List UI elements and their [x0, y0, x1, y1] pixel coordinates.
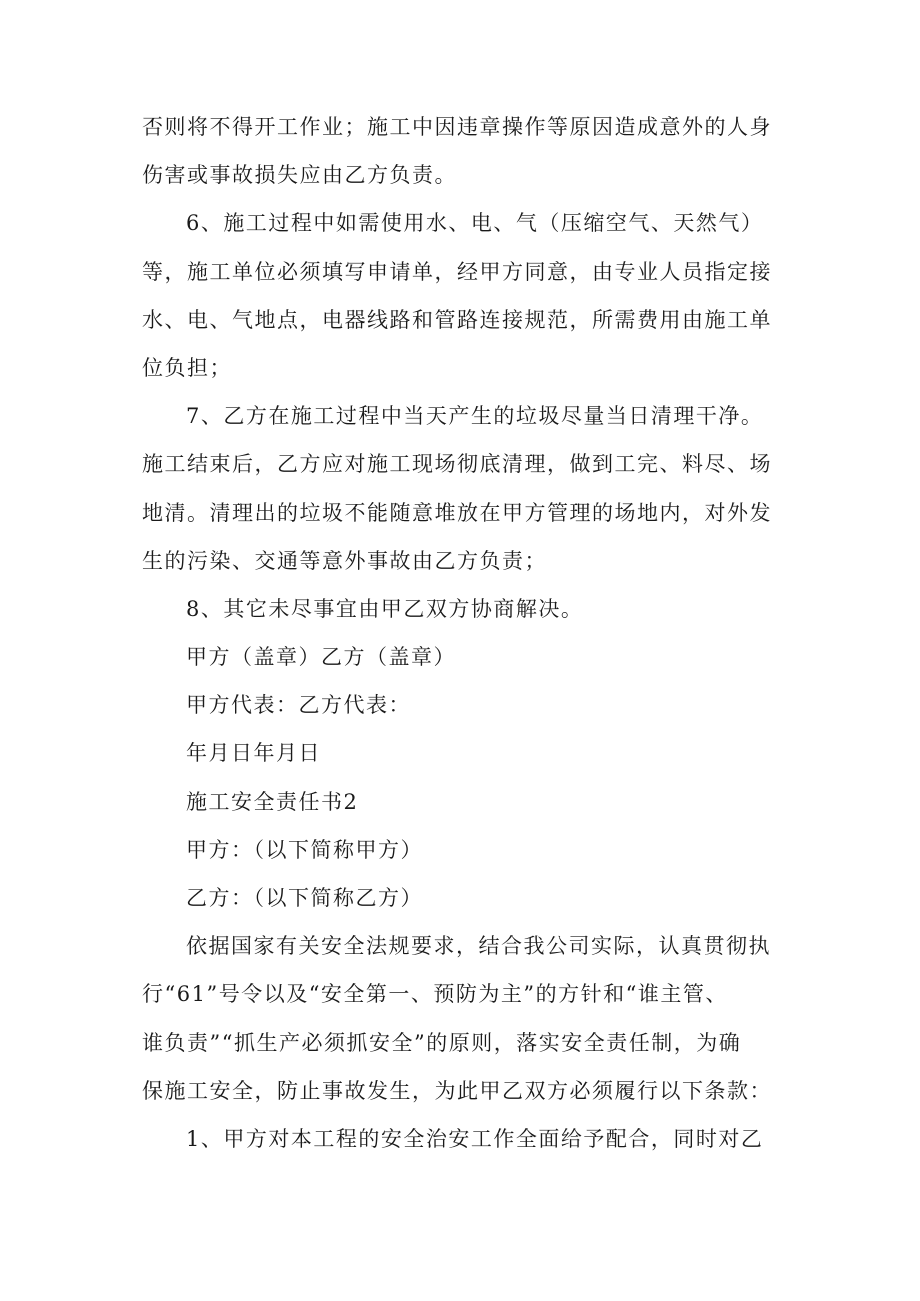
- text-line: 1、甲方对本工程的安全治安工作全面给予配合，同时对乙: [186, 1126, 764, 1151]
- document-body: [142, 103, 802, 1163]
- text-line: 年月日年月日: [186, 741, 321, 766]
- text-line: 甲方代表：乙方代表：: [186, 693, 411, 718]
- text-line: 甲方：（以下简称甲方）: [186, 837, 423, 862]
- text-line: 甲方（盖章）乙方（盖章）: [186, 645, 456, 670]
- text-line: 乙方：（以下简称乙方）: [186, 886, 423, 910]
- text-line: 生的污染、交通等意外事故由乙方负责；: [142, 548, 547, 573]
- text-line: 等，施工单位必须填写申请单，经甲方同意，由专业人员指定接: [142, 259, 772, 284]
- text-line: 谁负责”“抓生产必须抓安全”的原则，落实安全责任制，为确: [142, 1030, 742, 1055]
- text-line: 否则将不得开工作业；施工中因违章操作等原因造成意外的人身: [142, 115, 772, 139]
- text-line: 保施工安全，防止事故发生，为此甲乙双方必须履行以下条款：: [142, 1078, 772, 1103]
- text-line: 依据国家有关安全法规要求，结合我公司实际，认真贯彻执: [186, 934, 771, 959]
- text-line: 位负担；: [142, 355, 232, 380]
- text-line: 地清。清理出的垃圾不能随意堆放在甲方管理的场地内，对外发: [142, 500, 772, 525]
- text-line: 7、乙方在施工过程中当天产生的垃圾尽量当日清理干净。: [186, 404, 764, 429]
- section-title: 施工安全责任书2: [186, 789, 359, 814]
- text-line: 伤害或事故损失应由乙方负责。: [142, 163, 457, 188]
- text-line: 行“61”号令以及“安全第一、预防为主”的方针和“谁主管、: [142, 982, 728, 1007]
- text-line: 6、施工过程中如需使用水、电、气（压缩空气、天然气）: [186, 211, 764, 236]
- text-line: 8、其它未尽事宜由甲乙双方协商解决。: [186, 596, 584, 621]
- text-line: 施工结束后，乙方应对施工现场彻底清理，做到工完、料尽、场: [142, 452, 772, 477]
- text-line: 水、电、气地点，电器线路和管路连接规范，所需费用由施工单: [142, 307, 772, 332]
